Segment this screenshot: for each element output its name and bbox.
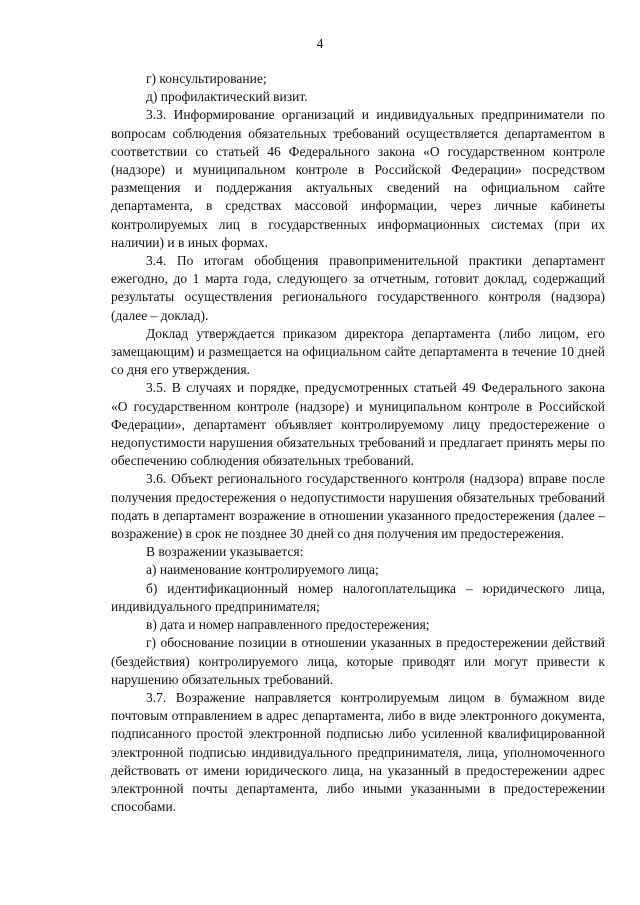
- list-item-a: а) наименование контролируемого лица;: [146, 562, 379, 578]
- paragraph-3-7: 3.7. Возражение направляется контролируемым лицом в бумажном виде почтовым отправлением в адрес департамента, либо в виде электронного документа, подписанного простой электронной подписью либо усиленной квалифицированной электронной подписью индивидуального предпринимателя, лица, уполномоченного действовать от имени юридического лица, на указанный в предостережении адрес электронной почты департамента, либо иными указанными в предостережении способами.: [111, 689, 605, 815]
- list-item-consulting: г) консультирование;: [146, 71, 267, 86]
- paragraph-3-5: 3.5. В случаях и порядке, предусмотренных статьей 49 Федерального закона «О государственном контроле (надзоре) и муниципальном контроле в Российской Федерации», департамент объявляет контролируемому лицу предостережение о недопустимости нарушения обязательных требований и предлагает принять меры по обеспечению соблюдения обязательных требований.: [111, 380, 605, 469]
- list-item-d: г) обоснование позиции в отношении указанных в предостережении действий (бездействия) контролируемого лица, которые приводят или могут привести к нарушению обязательных требований.: [111, 635, 605, 687]
- objection-contents-intro: В возражении указывается:: [146, 544, 304, 560]
- page-number: 4: [316, 36, 324, 51]
- paragraph-report-approval: Доклад утверждается приказом директора департамента (либо лицом, его замещающим) и размещается на официальном сайте департамента в течение 10 дней со дня его утверждения.: [111, 325, 605, 378]
- paragraph-3-6: 3.6. Объект регионального государственного контроля (надзора) вправе после получения предостережения о недопустимости нарушения обязательных требований подать в департамент возражение в отношении указанного предостережения (далее – возражение) в срок не позднее 30 дней со дня получения им предостережения.: [111, 471, 605, 542]
- list-item-c: в) дата и номер направленного предостережения;: [146, 617, 430, 633]
- paragraph-3-4: 3.4. По итогам обобщения правоприменительной практики департамент ежегодно, до 1 марта года, следующего за отчетным, готовит доклад, содержащий результаты осуществления регионального государственного контроля (надзора) (далее – доклад).: [111, 253, 605, 323]
- document-body: [111, 70, 605, 816]
- paragraph-3-3: 3.3. Информирование организаций и индивидуальных предприниматели по вопросам соблюдения обязательных требований осуществляется департаментом в соответствии со статьей 46 Федерального закона «О государственном контроле (надзоре) и муниципальном контроле в Российской Федерации» посредством размещения и поддержания актуальных сведений на официальном сайте департамента, в средствах массовой информации, через личные кабинеты контролируемых лиц в государственных информационных системах (при их наличии) и в иных формах.: [111, 107, 605, 250]
- list-item-preventive-visit: д) профилактический визит.: [146, 89, 308, 105]
- list-item-b: б) идентификационный номер налогоплательщика – юридического лица, индивидуального предпринимателя;: [111, 580, 605, 614]
